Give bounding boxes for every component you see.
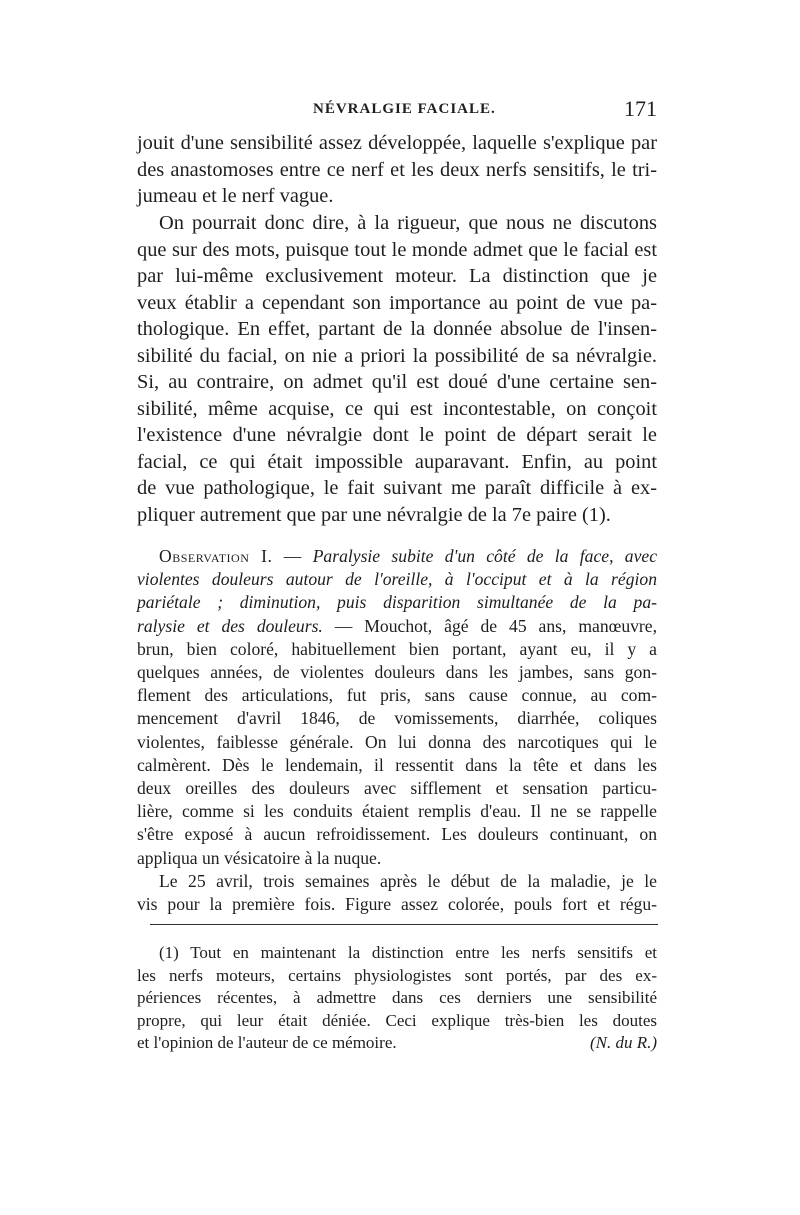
text-line: veux établir a cependant son importance au point de vue pa- bbox=[137, 291, 657, 314]
text-line: que sur des mots, puisque tout le monde admet que le facial est bbox=[137, 238, 657, 261]
text-line: l'existence d'une névralgie dont le point de départ serait le bbox=[137, 424, 657, 446]
text-line: par lui-même exclusivement moteur. La distinction que je bbox=[137, 265, 657, 287]
text-line: quelques années, de violentes douleurs dans les jambes, sans gon- bbox=[137, 662, 657, 683]
text-line: deux oreilles des douleurs avec sifflement et sensation particu- bbox=[137, 778, 657, 799]
text-line: appliqua un vésicatoire à la nuque. bbox=[137, 847, 382, 868]
text-line: sibilité du facial, on nie a priori la possibilité de sa névralgie. bbox=[137, 344, 657, 367]
text-line: jumeau et le nerf vague. bbox=[137, 185, 334, 207]
footnote-line: propre, qui leur était déniée. Ceci explique très-bien les doutes bbox=[137, 1010, 657, 1030]
text-line: facial, ce qui était impossible auparavant. Enfin, au point bbox=[137, 450, 657, 473]
footnote-divider bbox=[150, 924, 658, 925]
text-line: de vue pathologique, le fait suivant me paraît difficile à ex- bbox=[137, 477, 657, 499]
text-line: Le 25 avril, trois semaines après le début de la maladie, je le bbox=[159, 870, 657, 891]
footnote-line: périences récentes, à admettre dans ces derniers une sensibilité bbox=[137, 988, 657, 1008]
text-line: s'être exposé à aucun refroidissement. Les douleurs continuant, on bbox=[137, 824, 657, 845]
page-header bbox=[137, 96, 657, 124]
observation-heading-line bbox=[137, 545, 657, 568]
observation-title: Paralysie subite d'un côté de la face, avec bbox=[312, 546, 658, 566]
text-line: lière, comme si les conduits étaient remplis d'eau. Il ne se rappelle bbox=[137, 801, 657, 822]
observation-text: — Mouchot, âgé de 45 ans, manœuvre, bbox=[322, 615, 657, 636]
observation-title: pariétale ; diminution, puis disparition simultanée de la pa- bbox=[137, 592, 657, 613]
text-line: des anastomoses entre ce nerf et les deux nerfs sensitifs, le tri- bbox=[137, 158, 657, 181]
text-line: pliquer autrement que par une névralgie de la 7e paire (1). bbox=[137, 503, 611, 526]
running-title: NÉVRALGIE FACIALE. bbox=[313, 101, 496, 117]
footnote-line: les nerfs moteurs, certains physiologistes sont portés, par des ex- bbox=[137, 965, 657, 985]
observation-label: Observation I. bbox=[159, 546, 273, 566]
text-line: vis pour la première fois. Figure assez colorée, pouls fort et régu- bbox=[137, 894, 657, 915]
text-line: On pourrait donc dire, à la rigueur, que nous ne discutons bbox=[159, 212, 657, 234]
text-line: calmèrent. Dès le lendemain, il ressentit dans la tête et dans les bbox=[137, 754, 657, 775]
text-line: mencement d'avril 1846, de vomissements, diarrhée, coliques bbox=[137, 708, 657, 729]
observation-dash: — bbox=[272, 546, 313, 566]
text-line: violentes, faiblesse générale. On lui donna des narcotiques qui le bbox=[137, 731, 657, 752]
footnote-last-line bbox=[137, 1032, 657, 1055]
observation-block bbox=[137, 545, 657, 916]
page-number: 171 bbox=[624, 96, 657, 121]
footnote-attribution: (N. du R.) bbox=[589, 1033, 657, 1053]
text-line: sibilité, même acquise, ce qui est incontestable, on conçoit bbox=[137, 397, 657, 420]
observation-title: ralysie et des douleurs. bbox=[137, 615, 323, 636]
text-line: brun, bien coloré, habituellement bien portant, ayant eu, il y a bbox=[137, 638, 657, 659]
footnote-line: et l'opinion de l'auteur de ce mémoire. bbox=[137, 1033, 397, 1053]
footnote bbox=[137, 942, 657, 1055]
paragraph-continuation bbox=[137, 130, 657, 210]
text-line: flement des articulations, fut pris, sans cause connue, au com- bbox=[137, 685, 657, 706]
text-line: thologique. En effet, partant de la donnée absolue de l'insen- bbox=[137, 318, 657, 340]
text-line bbox=[137, 615, 657, 638]
text-line: Si, au contraire, on admet qu'il est doué d'une certaine sen- bbox=[137, 371, 657, 393]
observation-title: violentes douleurs autour de l'oreille, à l'occiput et à la région bbox=[137, 569, 657, 590]
footnote-line: (1) Tout en maintenant la distinction entre les nerfs sensitifs et bbox=[159, 943, 657, 962]
text-line: jouit d'une sensibilité assez développée, laquelle s'explique par bbox=[137, 132, 657, 154]
text-line bbox=[137, 591, 657, 614]
text-line bbox=[137, 568, 657, 591]
paragraph-main bbox=[137, 210, 657, 528]
